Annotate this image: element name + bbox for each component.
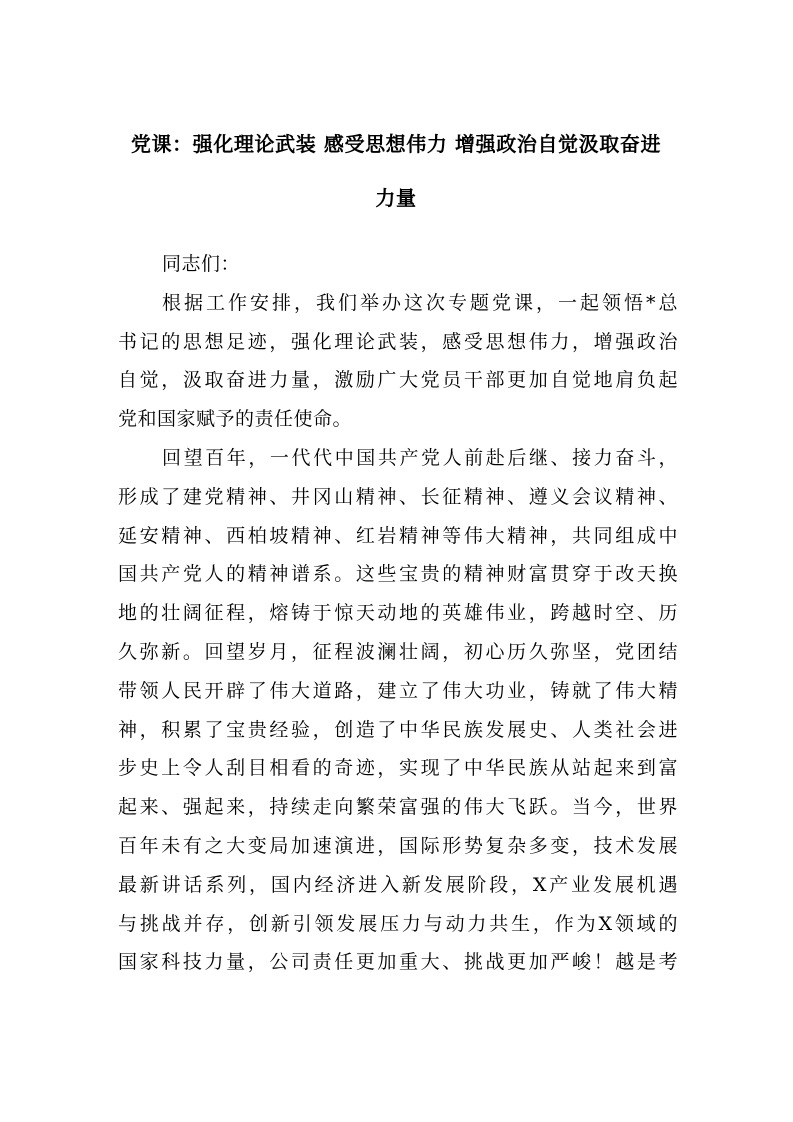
paragraph-line: 党和国家赋予的责任使命。: [118, 408, 353, 431]
document-title: [116, 117, 676, 225]
paragraph-line: 与挑战并存，创新引领发展压力与动力共生，作为X领域的: [118, 912, 678, 935]
paragraph-line: 起来、强起来，持续走向繁荣富强的伟大飞跃。当今，世界: [118, 796, 678, 819]
title-line-2: 力量: [375, 186, 417, 210]
paragraph-2: [118, 439, 678, 982]
paragraph-line: 久弥新。回望岁月，征程波澜壮阔，初心历久弥坚，党团结: [118, 640, 678, 663]
paragraph-line: 书记的思想足迹，强化理论武装，感受思想伟力，增强政治: [118, 330, 678, 353]
salutation: 同志们：: [162, 253, 241, 275]
paragraph-line: 神，积累了宝贵经验，创造了中华民族发展史、人类社会进: [118, 718, 678, 741]
paragraph-line: 最新讲话系列，国内经济进入新发展阶段，X产业发展机遇: [118, 873, 678, 896]
paragraph-line: 步史上令人刮目相看的奇迹，实现了中华民族从站起来到富: [118, 757, 678, 780]
paragraph-1: [118, 284, 678, 439]
paragraph-line: 根据工作安排，我们举办这次专题党课，一起领悟*总: [162, 291, 678, 314]
paragraph-line: 带领人民开辟了伟大道路，建立了伟大功业，铸就了伟大精: [118, 679, 678, 702]
paragraph-line: 自觉，汲取奋进力量，激励广大党员干部更加自觉地肩负起: [118, 369, 678, 392]
paragraph-line: 国共产党人的精神谱系。这些宝贵的精神财富贯穿于改天换: [118, 563, 678, 586]
paragraph-line: 国家科技力量，公司责任更加重大、挑战更加严峻！越是考: [118, 951, 678, 974]
paragraph-line: 形成了建党精神、井冈山精神、长征精神、遵义会议精神、: [118, 485, 678, 508]
paragraph-line: 百年未有之大变局加速演进，国际形势复杂多变，技术发展: [118, 834, 678, 857]
paragraph-line: 地的壮阔征程，熔铸于惊天动地的英雄伟业，跨越时空、历: [118, 602, 678, 625]
title-line-1: 党课：强化理论武装 感受思想伟力 增强政治自觉汲取奋进: [130, 132, 662, 156]
paragraph-line: 回望百年，一代代中国共产党人前赴后继、接力奋斗，: [162, 446, 678, 469]
document-body: [118, 245, 678, 982]
paragraph-line: 延安精神、西柏坡精神、红岩精神等伟大精神，共同组成中: [118, 524, 678, 547]
